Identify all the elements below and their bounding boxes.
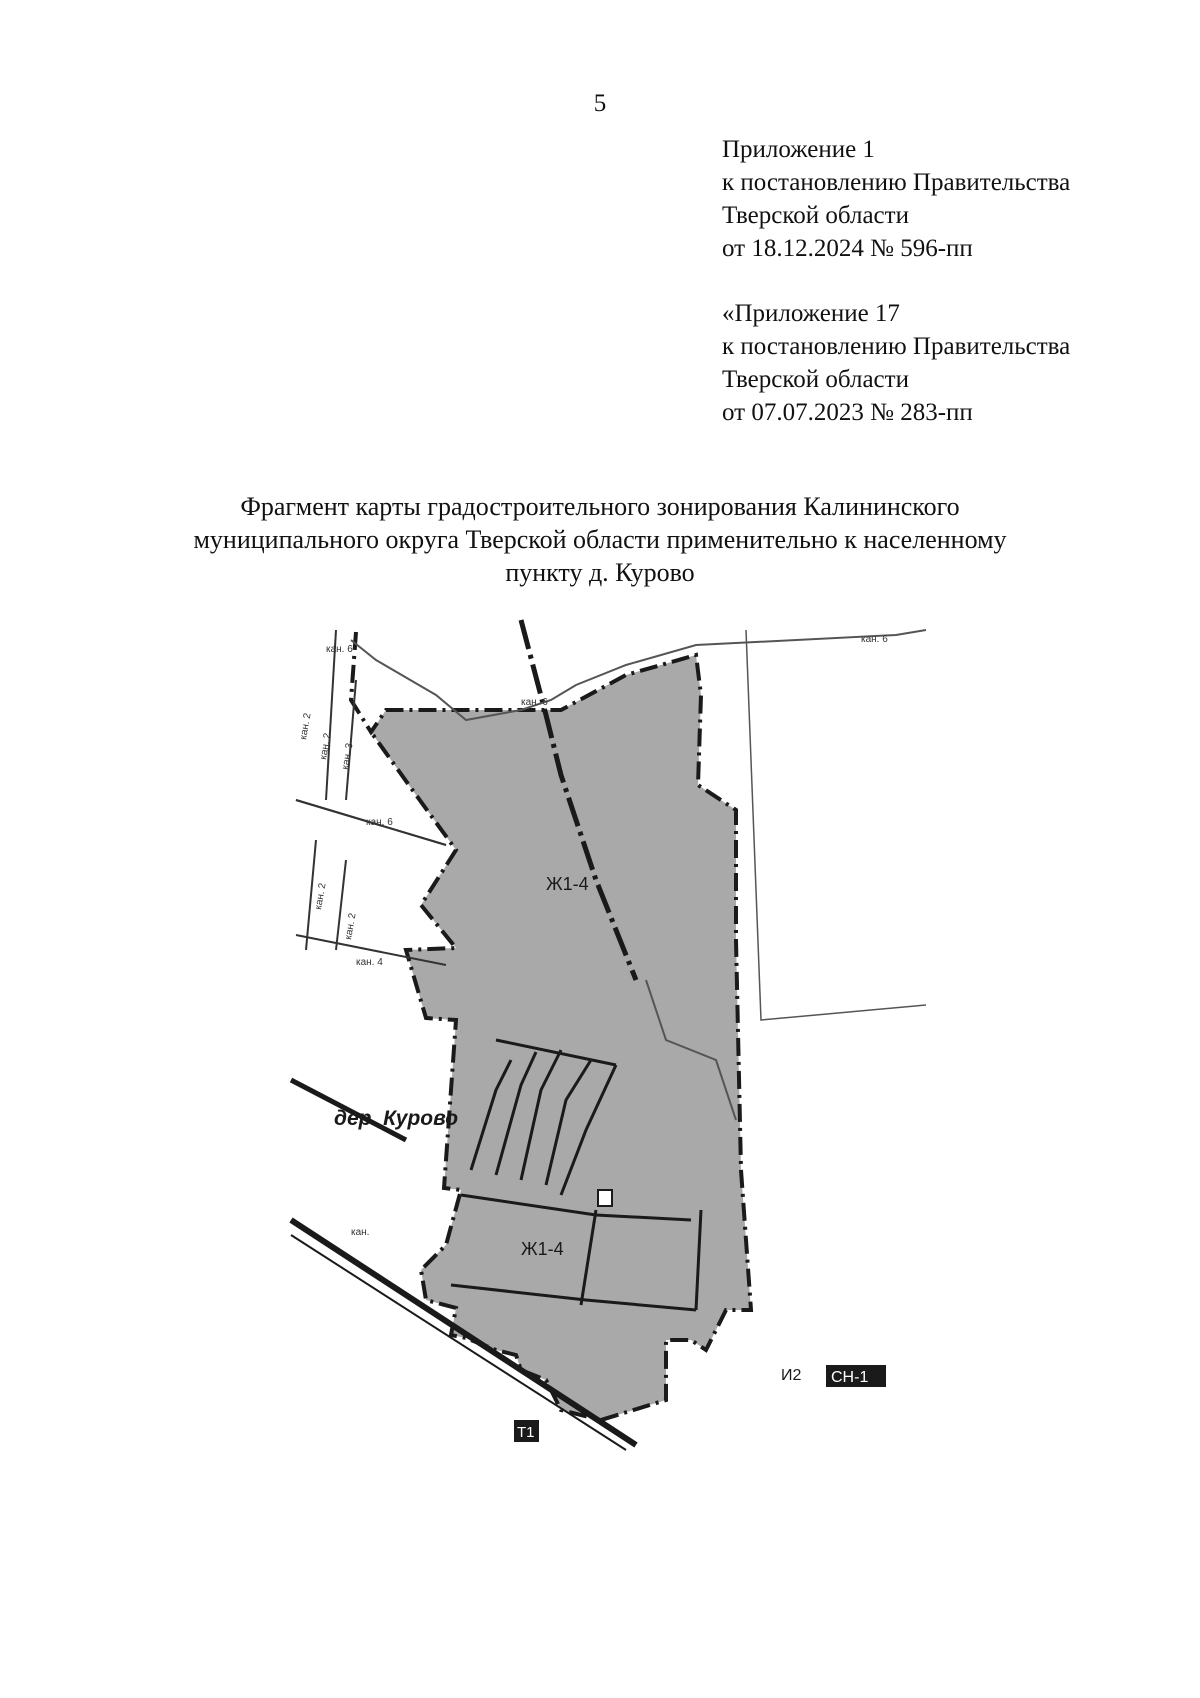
map-title-line-3: пункту д. Курово (505, 558, 695, 587)
map-title-line-2: муниципального округа Тверской области применительно к населенному (193, 525, 1007, 554)
zoning-map (296, 620, 1006, 1540)
canal-label: кан. 4 (356, 957, 383, 968)
canal-label: кан. 2 (343, 912, 359, 941)
canal-label: кан. 6 (326, 644, 353, 655)
canal-label: кан. 3 (340, 742, 356, 771)
zone-label-t1: Т1 (517, 1424, 535, 1441)
zone-label-zh1-4-north: Ж1-4 (546, 874, 589, 894)
appendix-17-line-1: «Приложение 17 (722, 300, 900, 327)
appendix-17-block (722, 297, 1162, 429)
map-title (150, 490, 1050, 589)
canal-label: кан. 2 (313, 882, 329, 911)
appendix-1-line-3: Тверской области (722, 202, 909, 229)
appendix-17-line-3: Тверской области (722, 366, 909, 393)
zone-label-zh1-4-south: Ж1-4 (521, 1239, 564, 1259)
canal-label: кан. 6 (366, 817, 393, 828)
appendix-1-line-2: к постановлению Правительства (722, 169, 1071, 196)
canal-west-c (306, 840, 316, 950)
appendix-17-line-2: к постановлению Правительства (722, 333, 1071, 360)
canal-west-a (326, 630, 336, 800)
east-line (746, 630, 926, 1020)
marker-white (598, 1190, 612, 1206)
appendix-1-line-1: Приложение 1 (722, 136, 875, 163)
appendix-1-line-4: от 18.12.2024 № 596-пп (722, 235, 973, 262)
canal-label: кан. (351, 1227, 370, 1238)
map-title-line-1: Фрагмент карты градостроительного зонирования Калининского (240, 492, 960, 521)
canal-label: кан. 6 (861, 634, 888, 645)
canal-label: кан. 6 (521, 697, 548, 708)
village-label: дер. Курово (334, 1107, 459, 1130)
appendix-17-line-4: от 07.07.2023 № 283-пп (722, 399, 973, 426)
appendix-1-block (722, 133, 1162, 265)
canal-label: кан. 2 (318, 732, 334, 761)
canal-label: кан. 2 (298, 712, 314, 741)
zone-label-sn1: СН-1 (831, 1369, 869, 1386)
zone-label-i2: И2 (781, 1367, 802, 1384)
page-number: 5 (593, 90, 607, 117)
